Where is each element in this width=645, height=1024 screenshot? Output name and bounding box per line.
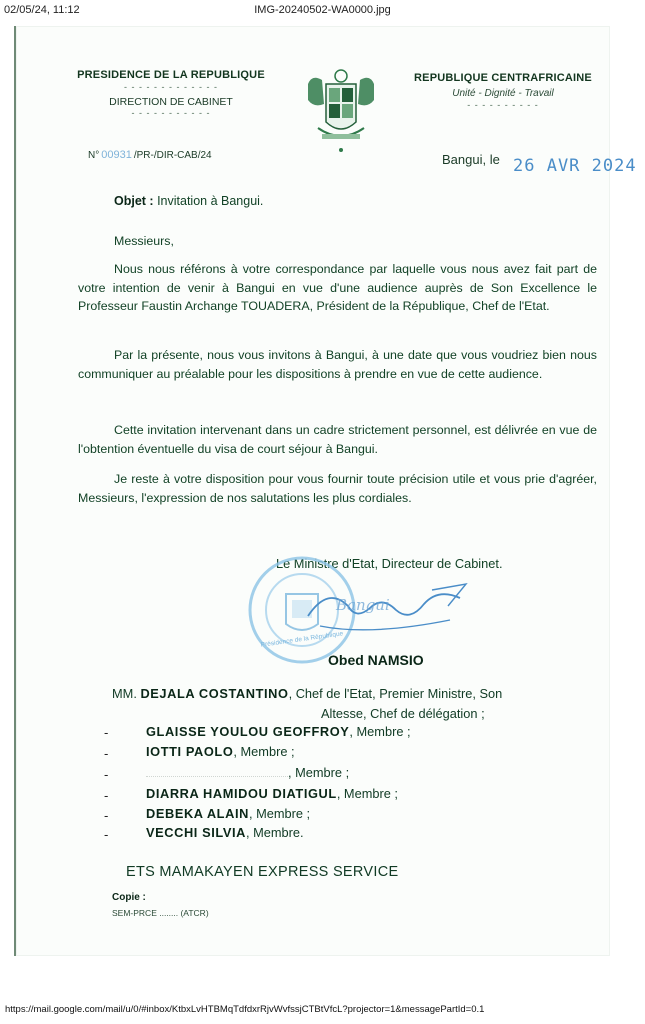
recipient-role: , Membre ; — [288, 765, 350, 780]
recipient-item — [146, 744, 295, 759]
reference-number — [88, 149, 212, 161]
recipient-role: , Membre. — [246, 825, 304, 840]
recipients-prefix: MM. — [112, 686, 137, 701]
recipient-name: GLAISSE YOULOU GEOFFROY — [146, 724, 350, 739]
print-filename: IMG-20240502-WA0000.jpg — [254, 4, 391, 16]
list-dash: - — [104, 827, 109, 842]
recipient-item — [146, 825, 304, 840]
body-paragraph-3: Cette invitation intervenant dans un cadre strictement personnel, est délivrée en vue de l'obtention éventuelle du visa de court séjour à Bangui. — [78, 423, 597, 456]
print-url: https://mail.google.com/mail/u/0/#inbox/KtbxLvHTBMqTdfdxrRjvWvfssjCTBtVfcL?projector=1&messagePartId=0.1 — [5, 1004, 485, 1015]
recipient-name: DEBEKA ALAIN — [146, 806, 249, 821]
presidency-title: PRESIDENCE DE LA REPUBLIQUE — [77, 69, 265, 81]
recipient-item — [146, 724, 411, 739]
salutation: Messieurs, — [114, 234, 174, 248]
recipient-name: IOTTI PAOLO — [146, 744, 234, 759]
recipient-name: DIARRA HAMIDOU DIATIGUL — [146, 786, 337, 801]
recipient-role: , Membre ; — [233, 744, 295, 759]
copy-label: Copie : — [112, 892, 146, 903]
lead-recipient-role-cont: Altesse, Chef de délégation ; — [321, 706, 485, 721]
place-label: Bangui, le — [442, 152, 500, 167]
recipient-role: , Membre ; — [349, 724, 411, 739]
recipient-item — [146, 786, 398, 801]
separator-dashes: - - - - - - - - - - — [467, 100, 539, 110]
list-dash: - — [104, 767, 109, 782]
reference-stamped-number: 00931 — [101, 149, 132, 161]
list-dash: - — [104, 808, 109, 823]
print-datetime: 02/05/24, 11:12 — [4, 4, 80, 16]
company-name: ETS MAMAKAYEN EXPRESS SERVICE — [126, 864, 399, 880]
republic-title: REPUBLIQUE CENTRAFRICAINE — [414, 72, 592, 84]
lead-recipient-role: , Chef de l'Etat, Premier Ministre, Son — [288, 686, 503, 701]
signatory-title: Le Ministre d'Etat, Directeur de Cabinet. — [276, 556, 503, 571]
redacted-name — [146, 776, 288, 777]
republic-motto: Unité - Dignité - Travail — [452, 88, 554, 99]
reference-prefix: N° — [88, 150, 100, 161]
lead-recipient-line — [112, 686, 582, 701]
recipient-item-redacted — [146, 765, 349, 780]
copy-line: SEM-PRCE ........ (ATCR) — [112, 908, 209, 918]
body-paragraph-4: Je reste à votre disposition pour vous fournir toute précision utile et vous prie d'agréer, Messieurs, l'expression de nos salutations les plus cordiales. — [78, 472, 597, 505]
signatory-name: Obed NAMSIO — [328, 652, 424, 668]
stamp-text: Présidence de la République — [260, 630, 344, 649]
cabinet-direction: DIRECTION DE CABINET — [109, 96, 233, 108]
separator-dashes: - - - - - - - - - - - - - — [124, 82, 218, 92]
object-label: Objet : — [114, 194, 154, 208]
lead-recipient-name: DEJALA COSTANTINO — [140, 686, 289, 701]
body-paragraph-1: Nous nous référons à votre correspondance par laquelle vous nous avez fait part de votre intention de venir à Bangui en vue d'une audience auprès de Son Excellence le Professeur Faustin Archange TOUADERA, Président de la République, Chef de l'Etat. — [78, 262, 597, 313]
object-line — [114, 194, 263, 208]
date-stamp: 26 AVR 2024 — [513, 156, 637, 176]
reference-suffix: /PR-/DIR-CAB/24 — [133, 150, 212, 161]
body-paragraph-2: Par la présente, nous vous invitons à Bangui, à une date que vous voudriez bien nous communiquer au préalable pour les dispositions à prendre en vue de cette audience. — [78, 348, 597, 381]
recipient-name: VECCHI SILVIA — [146, 825, 246, 840]
recipient-role: , Membre ; — [248, 806, 311, 821]
list-dash: - — [104, 746, 109, 761]
list-dash: - — [104, 725, 109, 740]
recipient-role: , Membre ; — [336, 786, 398, 801]
list-dash: - — [104, 788, 109, 803]
separator-dashes: - - - - - - - - - - - — [131, 108, 211, 118]
object-text: Invitation à Bangui. — [157, 194, 264, 208]
signature-scrawl-text: Bangui — [336, 596, 390, 614]
recipient-item — [146, 806, 310, 821]
coat-of-arms-emblem — [300, 64, 382, 156]
